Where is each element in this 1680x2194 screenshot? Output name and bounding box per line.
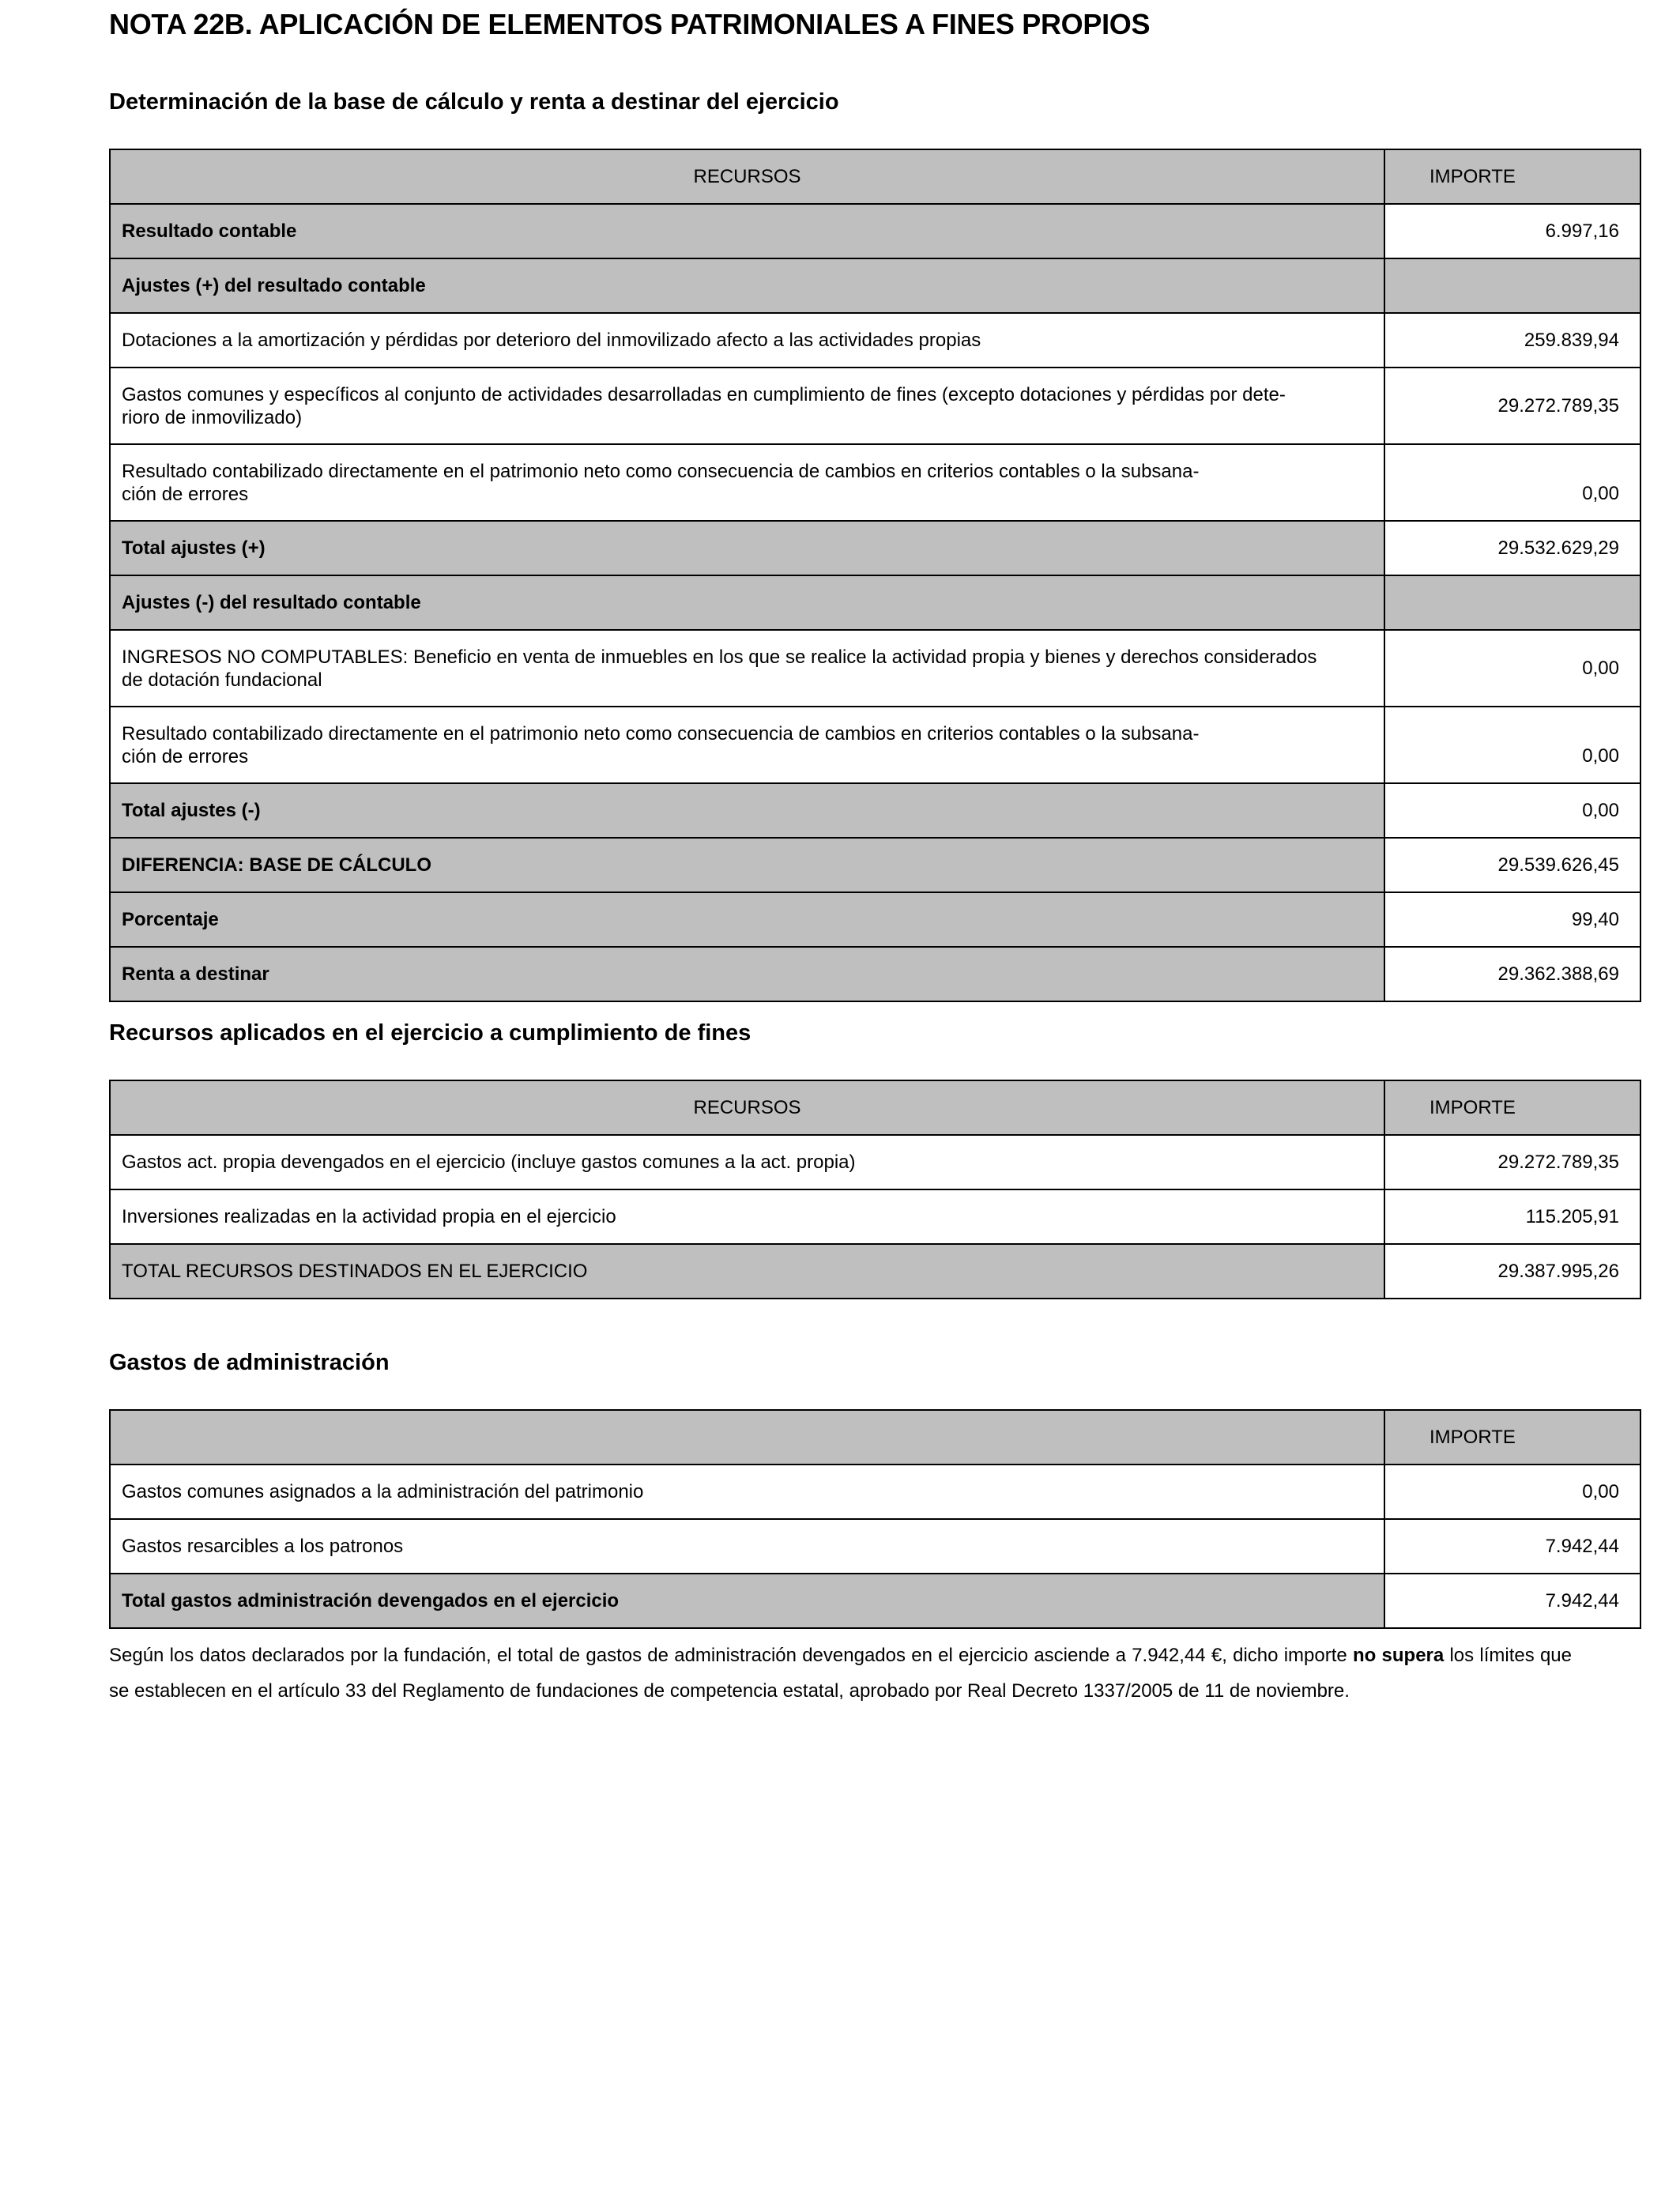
row-label: Inversiones realizadas en la actividad propia en el ejercicio [110,1189,1384,1244]
table-header-row [110,1080,1640,1135]
row-label: Total ajustes (+) [110,521,1384,575]
table-row [110,204,1640,258]
table-row [110,892,1640,947]
row-value: 0,00 [1384,444,1640,521]
page-title: NOTA 22B. APLICACIÓN DE ELEMENTOS PATRIMONIALES A FINES PROPIOS [109,8,1151,40]
row-label: TOTAL RECURSOS DESTINADOS EN EL EJERCICIO [110,1244,1384,1299]
row-label [110,707,1384,783]
row-value: 6.997,16 [1384,204,1640,258]
row-label: Renta a destinar [110,947,1384,1001]
row-label: Gastos resarcibles a los patronos [110,1519,1384,1574]
table-row [110,707,1640,783]
row-label: Total gastos administración devengados en el ejercicio [110,1574,1384,1628]
table-row [110,1135,1640,1189]
row-value: 0,00 [1384,707,1640,783]
row-value: 99,40 [1384,892,1640,947]
section1-heading: Determinación de la base de cálculo y renta a destinar del ejercicio [109,89,839,115]
row-label-line2: de dotación fundacional [122,669,322,691]
row-label: Ajustes (-) del resultado contable [110,575,1384,630]
row-label-line1: Resultado contabilizado directamente en el patrimonio neto como consecuencia de cambios en criterios contables o la subsana- [122,722,1200,745]
row-value: 29.539.626,45 [1384,838,1640,892]
table-row [110,838,1640,892]
row-label-line1: INGRESOS NO COMPUTABLES: Beneficio en venta de inmuebles en los que se realice la actividad propia y bienes y derechos considerados [122,646,1317,668]
row-value: 29.532.629,29 [1384,521,1640,575]
section3-heading: Gastos de administración [109,1350,390,1375]
row-value [1384,258,1640,313]
row-value: 29.272.789,35 [1384,1135,1640,1189]
base-calculo-table [109,149,1641,1002]
row-value: 259.839,94 [1384,313,1640,368]
row-label: Total ajustes (-) [110,783,1384,838]
col-importe-header: IMPORTE [1384,1080,1640,1135]
table-row [110,258,1640,313]
row-value: 7.942,44 [1384,1519,1640,1574]
row-label: Gastos comunes asignados a la administración del patrimonio [110,1465,1384,1519]
table-row [110,313,1640,368]
table-row [110,444,1640,521]
recursos-aplicados-table [109,1080,1641,1299]
row-label [110,368,1384,444]
row-value: 29.272.789,35 [1384,368,1640,444]
row-value: 0,00 [1384,1465,1640,1519]
row-value: 115.205,91 [1384,1189,1640,1244]
row-label: Ajustes (+) del resultado contable [110,258,1384,313]
row-label: Dotaciones a la amortización y pérdidas por deterioro del inmovilizado afecto a las actividades propias [110,313,1384,368]
row-label-line2: ción de errores [122,745,249,767]
gastos-administracion-table [109,1409,1641,1629]
table-row [110,1574,1640,1628]
row-label [110,630,1384,707]
row-value: 29.387.995,26 [1384,1244,1640,1299]
row-label: Resultado contable [110,204,1384,258]
note-text-bold: no supera [1352,1645,1445,1666]
row-label-line1: Resultado contabilizado directamente en el patrimonio neto como consecuencia de cambios en criterios contables o la subsana- [122,460,1200,482]
table-row [110,947,1640,1001]
note-text-part2: los límites que se establecen en el artículo 33 del Reglamento de fundaciones de competencia estatal, aprobado por Real Decreto 1337/2005 de 11 de noviembre. [109,1645,1572,1702]
table-header-row [110,1410,1640,1465]
col-recursos-header: RECURSOS [110,149,1384,204]
table-row [110,1244,1640,1299]
table-header-row [110,149,1640,204]
section2-heading: Recursos aplicados en el ejercicio a cumplimiento de fines [109,1020,751,1046]
col-importe-header: IMPORTE [1384,149,1640,204]
table-row [110,521,1640,575]
table-row [110,368,1640,444]
table-row [110,1519,1640,1574]
row-label-line2: rioro de inmovilizado) [122,406,303,428]
row-label [110,444,1384,521]
row-label: DIFERENCIA: BASE DE CÁLCULO [110,838,1384,892]
administration-note [109,1638,1572,1709]
table-row [110,575,1640,630]
row-value: 0,00 [1384,630,1640,707]
note-text-part1: Según los datos declarados por la fundación, el total de gastos de administración devengados en el ejercicio asciende a 7.942,44 €, dicho importe [109,1645,1353,1666]
table-row [110,783,1640,838]
row-value: 0,00 [1384,783,1640,838]
col-importe-header: IMPORTE [1384,1410,1640,1465]
col-blank-header [110,1410,1384,1465]
row-value: 29.362.388,69 [1384,947,1640,1001]
table-row [110,1465,1640,1519]
table-row [110,1189,1640,1244]
row-value: 7.942,44 [1384,1574,1640,1628]
row-label-line2: ción de errores [122,483,249,505]
row-value [1384,575,1640,630]
row-label: Porcentaje [110,892,1384,947]
row-label: Gastos act. propia devengados en el ejercicio (incluye gastos comunes a la act. propia) [110,1135,1384,1189]
col-recursos-header: RECURSOS [110,1080,1384,1135]
row-label-line1: Gastos comunes y específicos al conjunto de actividades desarrolladas en cumplimiento de fines (excepto dotaciones y pérdidas por dete- [122,383,1286,405]
table-row [110,630,1640,707]
